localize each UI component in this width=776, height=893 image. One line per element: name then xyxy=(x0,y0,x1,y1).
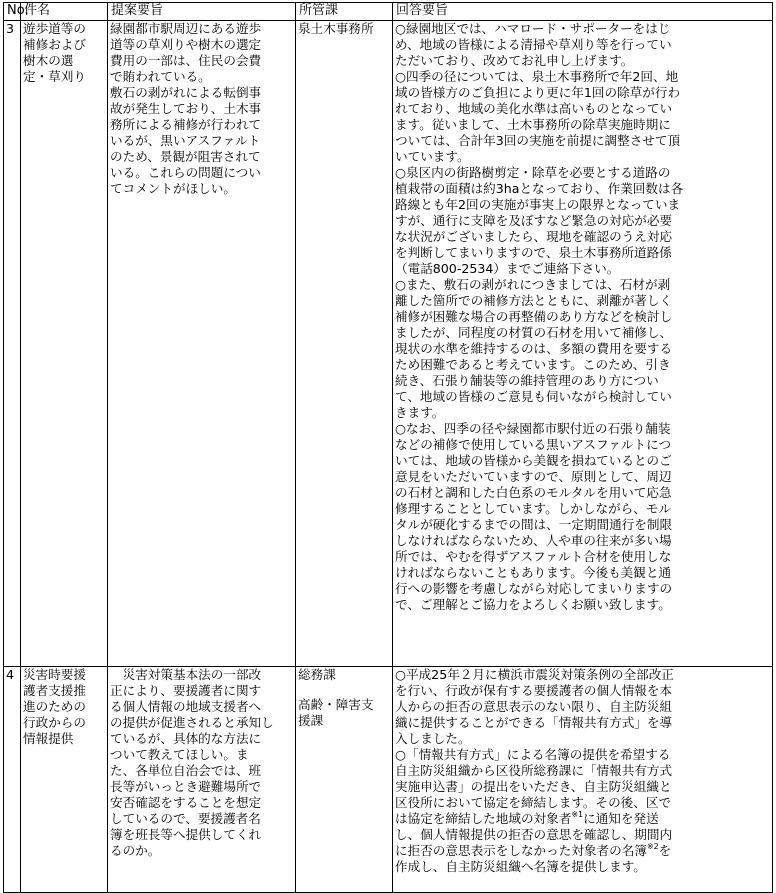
answer-line: め、地域の皆様による清掃や草刈り等を行ってい xyxy=(395,37,672,52)
row-dept xyxy=(296,667,393,893)
header-no: No. xyxy=(4,3,21,21)
answer-line: な状況がございましたら、現地を確認のうえ対応 xyxy=(395,229,673,244)
row-summary xyxy=(108,21,296,667)
header-row xyxy=(4,3,773,21)
table-row xyxy=(4,21,773,667)
answer-line: ければならないこともあります。今後も美観と通 xyxy=(395,565,672,580)
answer-line: 自主防災組織から区役所総務課に「情報共有方式 xyxy=(395,763,673,778)
answer-line: などの補修で使用している黒いアスファルトにつ xyxy=(395,437,672,452)
answer-line: ○四季の径については、泉土木事務所で年2回、地 xyxy=(395,69,679,84)
answer-line: ただいており、改めてお礼申し上げます。 xyxy=(395,53,634,68)
row-summary xyxy=(108,667,296,893)
answer-line: 修理することとしています。しかしながら、モル xyxy=(395,501,672,516)
answer-line: いています。 xyxy=(395,149,470,164)
answer-line: 人からの拒否の意思表示のない限り、自主防災組 xyxy=(395,699,673,714)
row-title xyxy=(21,21,108,667)
answer-line: ましたが、同程度の材質の石材を用いて補修し、 xyxy=(395,325,673,340)
answer-line: 補修が困難な場合の再整備のあり方などを検討し xyxy=(395,309,673,324)
answer-line: ます。従いまして、土木事務所の除草実施時期に xyxy=(395,117,671,132)
answer-line: きます。 xyxy=(395,405,445,420)
answer-line: 続き、石張り舗装等の維持管理のあり方につい xyxy=(395,373,659,388)
row-number: 3 xyxy=(4,21,21,667)
row-answer-text xyxy=(395,667,770,875)
answer-line: 入しました。 xyxy=(395,731,471,746)
answer-line: 区役所において協定を締結します。その後、区で xyxy=(395,795,672,810)
answer-line: は協定を締結した地域の対象者$^{※1}$に通知を発送 xyxy=(395,810,659,826)
answer-line: 作成し、自主防災組織へ名簿を提供します。 xyxy=(395,859,646,874)
answer-line: タルが硬化するまでの間は、一定期間通行を制限 xyxy=(395,517,673,532)
answer-line: し、個人情報提供の拒否の意思を確認し、期間内 xyxy=(395,827,673,842)
row-dept xyxy=(296,21,393,667)
row-summary-text: 災害対策基本法の一部改 正により、要援護者に関す る個人情報の地域支援者へ の提供が促進されると承知し ているが、具体的な方法に ついて教えてほしい。ま た、各単位自治会では、班 長等がいっとき避難場所で 安否確認をすることを想定 しているので、要援護者名 簿を班長等へ提供してくれ るのか。 xyxy=(110,667,274,858)
answer-line: すが、通行に支障を及ぼすなど緊急の対応が必要 xyxy=(395,213,673,228)
answer-line: 現状の水準を維持するのは、多額の費用を要する xyxy=(395,341,673,356)
answer-line: ○また、敷石の剥がれにつきましては、石材が剥 xyxy=(395,277,671,292)
row-title xyxy=(21,667,108,893)
answer-line: 行への影響を考慮しながら対応してまいりますの xyxy=(395,581,673,596)
answer-line: れており、地域の美化水準は高いものとなってい xyxy=(395,101,673,116)
answer-line: ○平成25年２月に横浜市震災対策条例の全部改正 xyxy=(395,667,674,682)
answer-line: 織に提供することができる「情報共有方式」を導 xyxy=(395,715,673,730)
answer-line: て、地域の皆様のご意見も伺いながら検討してい xyxy=(395,389,672,404)
row-answer xyxy=(393,667,773,893)
dept-spacer xyxy=(298,683,390,697)
answer-line: ○泉区内の街路樹剪定・除草を必要とする道路の xyxy=(395,165,671,180)
answer-line: 域の皆様方のご負担により更に年1回の除草が行わ xyxy=(395,85,681,100)
header-title: 件名 xyxy=(21,3,108,21)
row-dept-text-2: 高齢・障害支 援課 xyxy=(298,697,374,728)
row-answer xyxy=(393,21,773,667)
answer-line: を行い、行政が保有する要援護者の個人情報を本 xyxy=(395,683,673,698)
row-title-text: 遊歩道等の 補修および 樹木の選 定・草刈り xyxy=(23,21,86,84)
answer-line: を判断してまいりますので、泉土木事務所道路係 xyxy=(395,245,672,260)
answer-line: で、ご理解とご協力をよろしくお願い致します。 xyxy=(395,597,671,612)
row-summary-text: 緑園都市駅周辺にある遊歩 道等の草刈りや樹木の選定 費用の一部は、住民の会費 で賄われている。 敷石の剥がれによる転倒事 故が発生しており、土木事 務所による補修が行われて いるが、黒いアスファルト のため、景観が阻害されて いる。これらの問題につい てコメントがほしい。 xyxy=(110,21,262,196)
answer-line: ○なお、四季の径や緑園都市駅付近の石張り舗装 xyxy=(395,421,671,436)
header-summary: 提案要旨 xyxy=(108,3,296,21)
answer-line: 離した箇所での補修方法とともに、剥離が著しく xyxy=(395,293,673,308)
answer-line: 植栽帯の面積は約3haとなっており、作業回数は各 xyxy=(395,181,684,196)
proposal-table xyxy=(3,2,773,893)
answer-line: 意見をいただいていますので、原則として、周辺 xyxy=(395,469,672,484)
row-dept-text: 泉土木事務所 xyxy=(298,21,374,36)
header-dept: 所管課 xyxy=(296,3,393,21)
row-number: 4 xyxy=(4,667,21,893)
table-row xyxy=(4,667,773,893)
answer-line: ○緑園地区では、ハマロード・サポーターをはじ xyxy=(395,21,671,36)
header-answer: 回答要旨 xyxy=(393,3,773,21)
answer-line: 路線とも年2回の実施が事実上の限界となっていま xyxy=(395,197,681,212)
row-answer-text xyxy=(395,21,770,613)
answer-line: 所では、やむを得ずアスファルト合材を使用しな xyxy=(395,549,672,564)
answer-line: 実施申込書」の提出をいただき、自主防災組織と xyxy=(395,779,672,794)
answer-line: しなければならないため、人や車の往来が多い場 xyxy=(395,533,672,548)
answer-line: いては、地域の皆様から美観を損ねているとのご xyxy=(395,453,672,468)
answer-line: ため困難であると考えています。このため、引き xyxy=(395,357,671,372)
answer-line: （電話800-2534）までご連絡下さい。 xyxy=(395,261,620,276)
answer-line: の石材と調和した白色系のモルタルを用いて応急 xyxy=(395,485,672,500)
answer-line: ついては、合計年3回の実施を前提に調整させて頂 xyxy=(395,133,681,148)
row-title-text: 災害時要援 護者支援推 進のための 行政からの 情報提供 xyxy=(23,667,86,746)
answer-line: ○「情報共有方式」による名簿の提供を希望する xyxy=(395,747,671,762)
row-dept-text: 総務課 xyxy=(298,667,336,682)
answer-line: に拒否の意思表示をしなかった対象者の名簿$^{※2}$を xyxy=(395,842,672,858)
